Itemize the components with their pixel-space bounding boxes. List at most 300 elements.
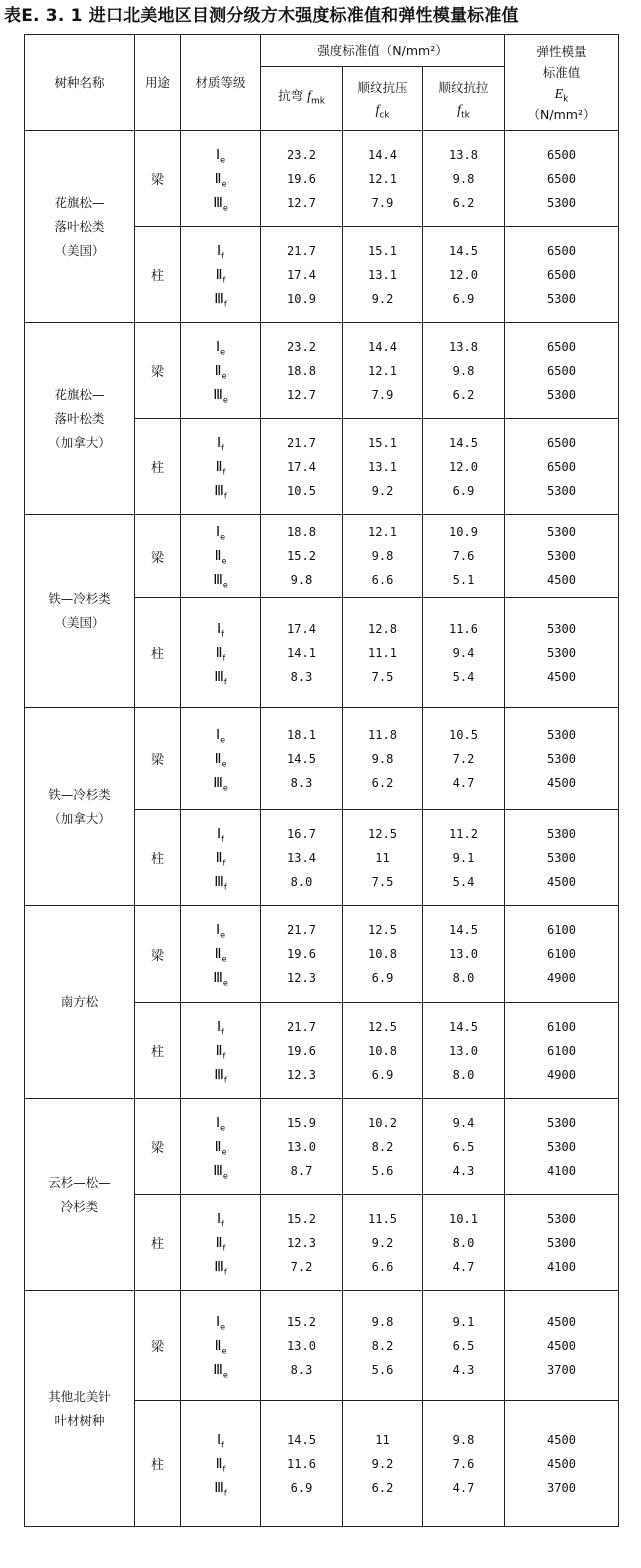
value-cell: 4500 xyxy=(547,874,576,889)
grade-cell xyxy=(181,1099,261,1195)
value-cell: 21.7 xyxy=(287,435,316,450)
value-cell: 9.8 xyxy=(371,751,394,766)
grade-label: $Ⅲ_f$ xyxy=(214,483,227,500)
value-cell: 12.5 xyxy=(368,826,397,841)
compression-values xyxy=(343,515,423,598)
compression-values xyxy=(343,227,423,323)
grade-label: $Ⅱ_e$ xyxy=(214,947,227,964)
value-cell: 5300 xyxy=(547,621,576,636)
value-cell: 6.9 xyxy=(371,971,394,985)
tension-values xyxy=(423,1099,505,1195)
value-cell: 6.9 xyxy=(290,1480,313,1495)
species-cell xyxy=(25,1291,135,1527)
value-cell: 4.3 xyxy=(452,1163,475,1178)
value-cell: 14.5 xyxy=(449,435,478,450)
table-row xyxy=(25,708,619,810)
grade-label: $Ⅱ_e$ xyxy=(214,363,227,380)
compression-values xyxy=(343,810,423,906)
grade-label: $Ⅰ_e$ xyxy=(215,147,226,164)
value-cell: 10.5 xyxy=(449,727,478,742)
grade-label: $Ⅲ_e$ xyxy=(213,387,228,404)
value-cell: 11.2 xyxy=(449,826,478,841)
modulus-values xyxy=(505,1099,619,1195)
tension-values xyxy=(423,515,505,598)
grade-label: $Ⅲ_f$ xyxy=(214,291,227,308)
value-cell: 9.2 xyxy=(371,291,394,306)
value-cell: 9.8 xyxy=(371,1314,394,1329)
value-cell: 6500 xyxy=(547,171,576,186)
grade-label: $Ⅱ_e$ xyxy=(214,1338,227,1355)
species-line: （美国） xyxy=(54,615,105,630)
value-cell: 6100 xyxy=(547,1043,576,1058)
grade-cell xyxy=(181,1401,261,1527)
table-row xyxy=(25,906,619,1003)
value-cell: 8.0 xyxy=(290,874,313,889)
compression-values xyxy=(343,1401,423,1527)
grade-cell xyxy=(181,1003,261,1099)
value-cell: 4900 xyxy=(547,1067,576,1082)
value-cell: 5.4 xyxy=(452,669,475,684)
value-cell: 10.8 xyxy=(368,947,397,961)
grade-label: $Ⅰ_e$ xyxy=(215,923,226,940)
value-cell: 9.8 xyxy=(290,573,313,587)
value-cell: 18.8 xyxy=(287,363,316,378)
value-cell: 18.1 xyxy=(287,727,316,742)
value-cell: 13.1 xyxy=(368,267,397,282)
grade-label: $Ⅰ_e$ xyxy=(215,525,226,542)
species-line: 铁—冷杉类 xyxy=(48,786,111,802)
value-cell: 19.6 xyxy=(287,1043,316,1058)
value-cell: 6500 xyxy=(547,267,576,282)
grade-label: $Ⅰ_f$ xyxy=(217,621,224,638)
header-modulus-symbol: $E_k$ xyxy=(554,86,569,104)
value-cell: 10.9 xyxy=(449,525,478,539)
strength-table xyxy=(24,34,619,1527)
compression-values xyxy=(343,708,423,810)
tension-values xyxy=(423,419,505,515)
modulus-values xyxy=(505,131,619,227)
value-cell: 9.8 xyxy=(452,1432,475,1447)
species-cell xyxy=(25,323,135,515)
bending-values xyxy=(261,598,343,708)
compression-values xyxy=(343,1003,423,1099)
value-cell: 12.0 xyxy=(449,459,478,474)
header-bending: 抗弯 $f_{mk}$ xyxy=(261,67,343,131)
grade-label: $Ⅰ_e$ xyxy=(215,727,226,744)
value-cell: 12.3 xyxy=(287,1235,316,1250)
grade-label: $Ⅱ_e$ xyxy=(214,751,227,768)
value-cell: 21.7 xyxy=(287,923,316,937)
value-cell: 14.5 xyxy=(449,1019,478,1034)
compression-values xyxy=(343,598,423,708)
value-cell: 14.5 xyxy=(287,1432,316,1447)
value-cell: 5300 xyxy=(547,291,576,306)
grade-label: $Ⅲ_f$ xyxy=(214,1480,227,1497)
value-cell: 15.2 xyxy=(287,549,316,563)
value-cell: 19.6 xyxy=(287,171,316,186)
tension-values xyxy=(423,708,505,810)
value-cell: 12.5 xyxy=(368,1019,397,1034)
value-cell: 13.0 xyxy=(287,1139,316,1154)
value-cell: 9.4 xyxy=(452,645,475,660)
modulus-values xyxy=(505,1195,619,1291)
grade-label: $Ⅰ_e$ xyxy=(215,1115,226,1132)
grade-label: $Ⅰ_f$ xyxy=(217,826,224,843)
value-cell: 3700 xyxy=(547,1362,576,1377)
grade-cell xyxy=(181,906,261,1003)
value-cell: 8.2 xyxy=(371,1338,394,1353)
table-row xyxy=(25,515,619,598)
value-cell: 6.2 xyxy=(452,195,475,210)
bending-values xyxy=(261,1099,343,1195)
use-cell: 梁 xyxy=(135,131,181,227)
use-cell: 柱 xyxy=(135,1195,181,1291)
bending-values xyxy=(261,906,343,1003)
value-cell: 5300 xyxy=(547,195,576,210)
value-cell: 5.6 xyxy=(371,1163,394,1178)
table-title: 表E. 3. 1 进口北美地区目测分级方木强度标准值和弹性模量标准值 xyxy=(4,6,519,26)
value-cell: 12.7 xyxy=(287,387,316,402)
modulus-values xyxy=(505,906,619,1003)
value-cell: 6100 xyxy=(547,923,576,937)
grade-cell xyxy=(181,515,261,598)
modulus-values xyxy=(505,419,619,515)
value-cell: 8.3 xyxy=(290,1362,313,1377)
grade-label: $Ⅰ_f$ xyxy=(217,1211,224,1228)
grade-label: $Ⅱ_f$ xyxy=(215,1235,226,1252)
value-cell: 12.3 xyxy=(287,971,316,985)
use-cell: 梁 xyxy=(135,515,181,598)
value-cell: 7.5 xyxy=(371,669,394,684)
grade-label: $Ⅲ_e$ xyxy=(213,775,228,792)
compression-values xyxy=(343,1099,423,1195)
value-cell: 5300 xyxy=(547,387,576,402)
value-cell: 5.4 xyxy=(452,874,475,889)
value-cell: 4500 xyxy=(547,1432,576,1447)
tension-values xyxy=(423,1195,505,1291)
grade-cell xyxy=(181,131,261,227)
value-cell: 11 xyxy=(375,850,390,865)
value-cell: 5300 xyxy=(547,826,576,841)
tension-values xyxy=(423,810,505,906)
tension-values xyxy=(423,598,505,708)
grade-label: $Ⅱ_f$ xyxy=(215,267,226,284)
value-cell: 9.8 xyxy=(452,171,475,186)
value-cell: 7.2 xyxy=(290,1259,313,1274)
modulus-values xyxy=(505,227,619,323)
grade-label: $Ⅲ_e$ xyxy=(213,195,228,212)
tension-values xyxy=(423,1401,505,1527)
use-cell: 梁 xyxy=(135,906,181,1003)
value-cell: 14.5 xyxy=(287,751,316,766)
table-row xyxy=(25,131,619,227)
use-cell: 柱 xyxy=(135,419,181,515)
grade-label: $Ⅰ_f$ xyxy=(217,243,224,260)
value-cell: 13.0 xyxy=(449,947,478,961)
value-cell: 6100 xyxy=(547,947,576,961)
value-cell: 6500 xyxy=(547,339,576,354)
value-cell: 9.8 xyxy=(371,549,394,563)
grade-label: $Ⅱ_f$ xyxy=(215,850,226,867)
value-cell: 11 xyxy=(375,1432,390,1447)
grade-label: $Ⅲ_e$ xyxy=(213,971,228,988)
grade-cell xyxy=(181,227,261,323)
value-cell: 8.3 xyxy=(290,775,313,790)
grade-label: $Ⅱ_e$ xyxy=(214,549,227,566)
value-cell: 12.1 xyxy=(368,171,397,186)
species-line: （美国） xyxy=(54,242,105,258)
value-cell: 5300 xyxy=(547,525,576,539)
value-cell: 9.2 xyxy=(371,483,394,498)
table-row xyxy=(25,1291,619,1401)
bending-values xyxy=(261,1401,343,1527)
grade-label: $Ⅱ_e$ xyxy=(214,171,227,188)
use-cell: 柱 xyxy=(135,1003,181,1099)
value-cell: 8.0 xyxy=(452,971,475,985)
value-cell: 11.6 xyxy=(449,621,478,636)
tension-values xyxy=(423,131,505,227)
grade-label: $Ⅲ_f$ xyxy=(214,1067,227,1084)
value-cell: 5300 xyxy=(547,727,576,742)
value-cell: 7.2 xyxy=(452,751,475,766)
bending-values xyxy=(261,323,343,419)
value-cell: 13.8 xyxy=(449,339,478,354)
value-cell: 13.1 xyxy=(368,459,397,474)
value-cell: 11.1 xyxy=(368,645,397,660)
value-cell: 4500 xyxy=(547,1314,576,1329)
species-line: 落叶松类 xyxy=(54,410,105,426)
value-cell: 5.6 xyxy=(371,1362,394,1377)
species-cell xyxy=(25,708,135,906)
modulus-values xyxy=(505,810,619,906)
modulus-values xyxy=(505,1291,619,1401)
value-cell: 7.5 xyxy=(371,874,394,889)
use-cell: 梁 xyxy=(135,1099,181,1195)
value-cell: 4100 xyxy=(547,1259,576,1274)
value-cell: 15.9 xyxy=(287,1115,316,1130)
value-cell: 15.2 xyxy=(287,1314,316,1329)
value-cell: 5300 xyxy=(547,483,576,498)
value-cell: 13.4 xyxy=(287,850,316,865)
species-line: 叶材树种 xyxy=(54,1412,105,1428)
tension-values xyxy=(423,906,505,1003)
value-cell: 10.9 xyxy=(287,291,316,306)
grade-label: $Ⅱ_f$ xyxy=(215,645,226,662)
value-cell: 18.8 xyxy=(287,525,316,539)
value-cell: 6.5 xyxy=(452,1139,475,1154)
value-cell: 12.3 xyxy=(287,1067,316,1082)
bending-values xyxy=(261,810,343,906)
value-cell: 5300 xyxy=(547,1115,576,1130)
value-cell: 6.2 xyxy=(371,775,394,790)
value-cell: 6.6 xyxy=(371,1259,394,1274)
use-cell: 梁 xyxy=(135,708,181,810)
species-cell xyxy=(25,906,135,1099)
value-cell: 15.1 xyxy=(368,435,397,450)
value-cell: 9.8 xyxy=(452,363,475,378)
value-cell: 14.5 xyxy=(449,923,478,937)
grade-label: $Ⅰ_f$ xyxy=(217,435,224,452)
value-cell: 6500 xyxy=(547,435,576,450)
species-line: 花旗松— xyxy=(54,386,105,402)
value-cell: 9.1 xyxy=(452,1314,475,1329)
header-modulus-line2: 标准值 xyxy=(542,64,581,80)
value-cell: 9.4 xyxy=(452,1115,475,1130)
compression-values xyxy=(343,419,423,515)
value-cell: 9.1 xyxy=(452,850,475,865)
bending-values xyxy=(261,708,343,810)
value-cell: 14.4 xyxy=(368,339,397,354)
table-row xyxy=(25,323,619,419)
use-cell: 梁 xyxy=(135,323,181,419)
compression-values xyxy=(343,906,423,1003)
grade-cell xyxy=(181,419,261,515)
tension-values xyxy=(423,1291,505,1401)
value-cell: 4500 xyxy=(547,1456,576,1471)
value-cell: 5300 xyxy=(547,850,576,865)
value-cell: 6.9 xyxy=(452,483,475,498)
value-cell: 4900 xyxy=(547,971,576,985)
value-cell: 10.2 xyxy=(368,1115,397,1130)
grade-cell xyxy=(181,323,261,419)
value-cell: 12.5 xyxy=(368,923,397,937)
species-cell xyxy=(25,515,135,708)
value-cell: 5300 xyxy=(547,1211,576,1226)
table-row xyxy=(25,1099,619,1195)
value-cell: 4.3 xyxy=(452,1362,475,1377)
compression-values xyxy=(343,323,423,419)
value-cell: 14.1 xyxy=(287,645,316,660)
value-cell: 10.8 xyxy=(368,1043,397,1058)
header-species: 树种名称 xyxy=(25,35,135,131)
grade-label: $Ⅰ_f$ xyxy=(217,1432,224,1449)
grade-cell xyxy=(181,708,261,810)
use-cell: 柱 xyxy=(135,227,181,323)
value-cell: 23.2 xyxy=(287,339,316,354)
value-cell: 14.5 xyxy=(449,243,478,258)
species-line: （加拿大） xyxy=(48,810,111,826)
grade-label: $Ⅲ_f$ xyxy=(214,1259,227,1276)
header-use: 用途 xyxy=(135,35,181,131)
value-cell: 11.5 xyxy=(368,1211,397,1226)
species-line: 南方松 xyxy=(60,994,99,1009)
value-cell: 9.2 xyxy=(371,1235,394,1250)
grade-label: $Ⅱ_f$ xyxy=(215,459,226,476)
value-cell: 5300 xyxy=(547,645,576,660)
header-compression: 顺纹抗压 $f_{ck}$ xyxy=(343,67,423,131)
tension-values xyxy=(423,1003,505,1099)
value-cell: 6.6 xyxy=(371,573,394,587)
value-cell: 17.4 xyxy=(287,459,316,474)
value-cell: 13.0 xyxy=(449,1043,478,1058)
value-cell: 8.7 xyxy=(290,1163,313,1178)
value-cell: 16.7 xyxy=(287,826,316,841)
value-cell: 12.8 xyxy=(368,621,397,636)
value-cell: 7.9 xyxy=(371,387,394,402)
value-cell: 11.6 xyxy=(287,1456,316,1471)
value-cell: 5300 xyxy=(547,1235,576,1250)
value-cell: 12.7 xyxy=(287,195,316,210)
value-cell: 6.5 xyxy=(452,1338,475,1353)
species-cell xyxy=(25,131,135,323)
bending-values xyxy=(261,515,343,598)
value-cell: 7.6 xyxy=(452,1456,475,1471)
compression-values xyxy=(343,131,423,227)
grade-label: $Ⅱ_e$ xyxy=(214,1139,227,1156)
value-cell: 4500 xyxy=(547,1338,576,1353)
grade-label: $Ⅲ_f$ xyxy=(214,669,227,686)
tension-values xyxy=(423,323,505,419)
value-cell: 6.9 xyxy=(452,291,475,306)
value-cell: 12.1 xyxy=(368,525,397,539)
value-cell: 10.1 xyxy=(449,1211,478,1226)
use-cell: 柱 xyxy=(135,810,181,906)
grade-label: $Ⅲ_f$ xyxy=(214,874,227,891)
value-cell: 4500 xyxy=(547,669,576,684)
modulus-values xyxy=(505,515,619,598)
grade-label: $Ⅲ_e$ xyxy=(213,573,228,590)
grade-label: $Ⅱ_f$ xyxy=(215,1456,226,1473)
value-cell: 6100 xyxy=(547,1019,576,1034)
value-cell: 6.9 xyxy=(371,1067,394,1082)
bending-values xyxy=(261,1003,343,1099)
value-cell: 6500 xyxy=(547,363,576,378)
use-cell: 梁 xyxy=(135,1291,181,1401)
value-cell: 8.0 xyxy=(452,1067,475,1082)
table-header xyxy=(25,35,619,131)
species-line: 铁—冷杉类 xyxy=(48,591,111,606)
value-cell: 4500 xyxy=(547,775,576,790)
bending-values xyxy=(261,1291,343,1401)
header-modulus-line1: 弹性模量 xyxy=(536,43,587,59)
value-cell: 8.0 xyxy=(452,1235,475,1250)
compression-values xyxy=(343,1291,423,1401)
tension-values xyxy=(423,227,505,323)
bending-values xyxy=(261,131,343,227)
modulus-values xyxy=(505,598,619,708)
grade-label: $Ⅰ_e$ xyxy=(215,339,226,356)
grade-label: $Ⅲ_e$ xyxy=(213,1163,228,1180)
species-line: 花旗松— xyxy=(54,194,105,210)
value-cell: 4.7 xyxy=(452,1480,475,1495)
value-cell: 9.2 xyxy=(371,1456,394,1471)
value-cell: 23.2 xyxy=(287,147,316,162)
value-cell: 21.7 xyxy=(287,1019,316,1034)
species-line: （加拿大） xyxy=(48,434,111,450)
value-cell: 7.6 xyxy=(452,549,475,563)
value-cell: 5300 xyxy=(547,751,576,766)
table-body xyxy=(25,131,619,1527)
bending-values xyxy=(261,1195,343,1291)
bending-values xyxy=(261,227,343,323)
species-line: 云杉—松— xyxy=(48,1174,111,1190)
value-cell: 3700 xyxy=(547,1480,576,1495)
value-cell: 19.6 xyxy=(287,947,316,961)
header-modulus-unit: （N/mm²） xyxy=(527,106,596,122)
value-cell: 7.9 xyxy=(371,195,394,210)
value-cell: 10.5 xyxy=(287,483,316,498)
species-line: 其他北美针 xyxy=(48,1388,111,1404)
species-line: 落叶松类 xyxy=(54,218,105,234)
value-cell: 12.1 xyxy=(368,363,397,378)
grade-label: $Ⅲ_e$ xyxy=(213,1362,228,1379)
use-cell: 柱 xyxy=(135,1401,181,1527)
grade-label: $Ⅱ_f$ xyxy=(215,1043,226,1060)
value-cell: 8.2 xyxy=(371,1139,394,1154)
value-cell: 4.7 xyxy=(452,1259,475,1274)
value-cell: 5300 xyxy=(547,1139,576,1154)
use-cell: 柱 xyxy=(135,598,181,708)
